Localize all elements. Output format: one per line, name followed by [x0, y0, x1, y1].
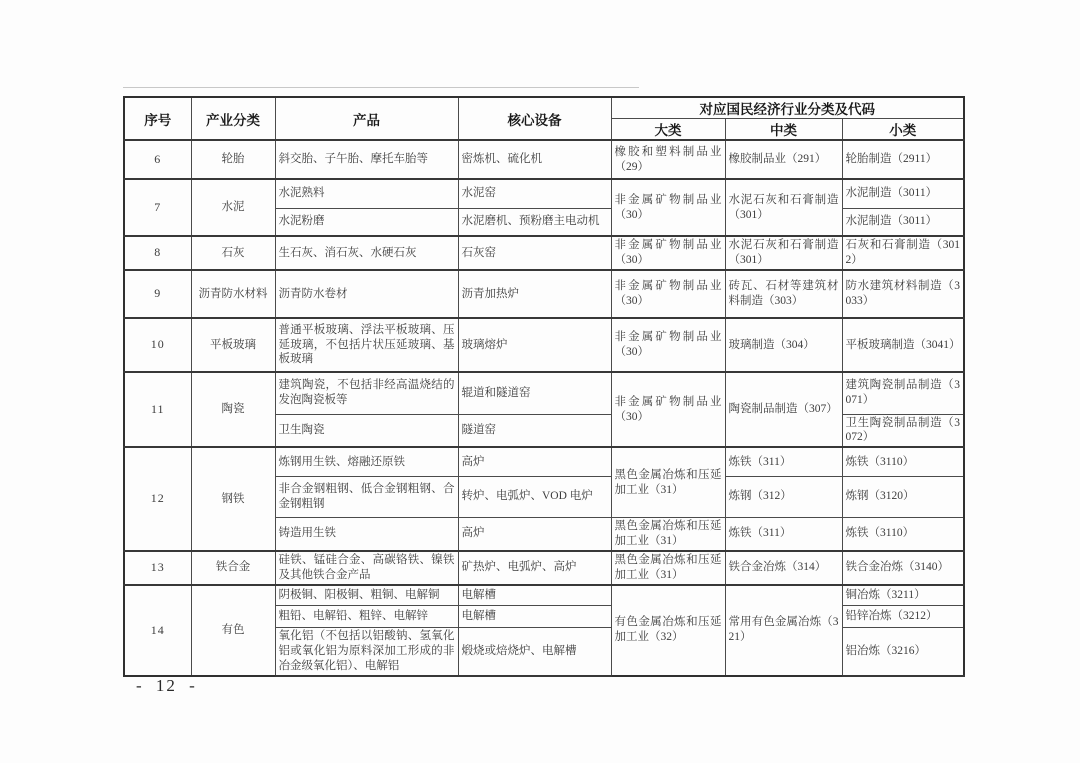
cell-major: 黑色金属冶炼和压延加工业（31） [611, 551, 725, 585]
header-minor-category: 小类 [842, 119, 964, 141]
cell-major: 有色金属冶炼和压延加工业（32） [611, 585, 725, 676]
table-row [124, 447, 964, 476]
cell-major: 非金属矿物制品业（30） [611, 270, 725, 318]
cell-minor: 轮胎制造（2911） [842, 140, 964, 179]
table-row [124, 585, 964, 606]
cell-industry: 有色 [191, 585, 275, 676]
cell-product: 水泥熟料 [275, 179, 458, 208]
cell-product: 建筑陶瓷，不包括非经高温烧结的发泡陶瓷板等 [275, 372, 458, 414]
cell-equipment: 矿热炉、电弧炉、高炉 [458, 551, 611, 585]
cell-equipment: 高炉 [458, 447, 611, 476]
cell-product: 铸造用生铁 [275, 517, 458, 550]
cell-medium: 水泥石灰和石膏制造（301） [725, 236, 842, 270]
cell-minor: 建筑陶瓷制品制造（3071） [842, 372, 964, 414]
cell-medium: 玻璃制造（304） [725, 318, 842, 372]
cell-no: 10 [124, 318, 191, 372]
cell-minor: 水泥制造（3011） [842, 208, 964, 236]
cell-major: 非金属矿物制品业（30） [611, 236, 725, 270]
header-economy-mapping: 对应国民经济行业分类及代码 [611, 97, 964, 119]
table-row [124, 236, 964, 270]
cell-product: 斜交胎、子午胎、摩托车胎等 [275, 140, 458, 179]
cell-equipment: 高炉 [458, 517, 611, 550]
cell-equipment: 转炉、电弧炉、VOD 电炉 [458, 476, 611, 517]
cell-major: 非金属矿物制品业（30） [611, 372, 725, 447]
cell-industry: 沥青防水材料 [191, 270, 275, 318]
table-row [124, 551, 964, 585]
cell-product: 水泥粉磨 [275, 208, 458, 236]
cell-industry: 钢铁 [191, 447, 275, 550]
cell-minor: 炼铁（3110） [842, 447, 964, 476]
cell-no: 12 [124, 447, 191, 550]
cell-product: 粗铅、电解铅、粗锌、电解锌 [275, 606, 458, 628]
cell-medium: 橡胶制品业（291） [725, 140, 842, 179]
cell-no: 8 [124, 236, 191, 270]
cell-minor: 炼铁（3110） [842, 517, 964, 550]
table-row [124, 372, 964, 414]
cell-industry: 轮胎 [191, 140, 275, 179]
cell-equipment: 石灰窑 [458, 236, 611, 270]
cell-minor: 防水建筑材料制造（3033） [842, 270, 964, 318]
header-no: 序号 [124, 97, 191, 140]
header-industry: 产业分类 [191, 97, 275, 140]
cell-equipment: 密炼机、硫化机 [458, 140, 611, 179]
cell-industry: 石灰 [191, 236, 275, 270]
cell-major: 黑色金属冶炼和压延加工业（31） [611, 517, 725, 550]
cell-medium: 铁合金冶炼（314） [725, 551, 842, 585]
cell-product: 氧化铝（不包括以铝酸钠、氢氧化铝或氧化铝为原料深加工形成的非冶金级氧化铝）、电解铝 [275, 628, 458, 676]
header-equipment: 核心设备 [458, 97, 611, 140]
cell-minor: 铅锌冶炼（3212） [842, 606, 964, 628]
cell-no: 13 [124, 551, 191, 585]
cell-product: 阴极铜、阳极铜、粗铜、电解铜 [275, 585, 458, 606]
cell-minor: 炼钢（3120） [842, 476, 964, 517]
cell-medium: 炼铁（311） [725, 447, 842, 476]
scan-artifact-line [123, 87, 639, 88]
cell-equipment: 隧道窑 [458, 414, 611, 447]
table-row [124, 140, 964, 179]
cell-medium: 常用有色金属冶炼（321） [725, 585, 842, 676]
table-row [124, 270, 964, 318]
cell-product: 沥青防水卷材 [275, 270, 458, 318]
cell-product: 卫生陶瓷 [275, 414, 458, 447]
cell-equipment: 沥青加热炉 [458, 270, 611, 318]
cell-minor: 石灰和石膏制造（3012） [842, 236, 964, 270]
cell-equipment: 玻璃熔炉 [458, 318, 611, 372]
table-row [124, 318, 964, 372]
cell-industry: 平板玻璃 [191, 318, 275, 372]
cell-minor: 卫生陶瓷制品制造（3072） [842, 414, 964, 447]
cell-medium: 陶瓷制品制造（307） [725, 372, 842, 447]
cell-medium: 炼钢（312） [725, 476, 842, 517]
cell-minor: 水泥制造（3011） [842, 179, 964, 208]
industry-classification-table [123, 96, 965, 677]
cell-minor: 铁合金冶炼（3140） [842, 551, 964, 585]
cell-product: 生石灰、消石灰、水硬石灰 [275, 236, 458, 270]
cell-equipment: 辊道和隧道窑 [458, 372, 611, 414]
cell-equipment: 电解槽 [458, 585, 611, 606]
header-product: 产品 [275, 97, 458, 140]
table-row [124, 179, 964, 208]
cell-no: 7 [124, 179, 191, 236]
cell-product: 硅铁、锰硅合金、高碳铬铁、镍铁及其他铁合金产品 [275, 551, 458, 585]
header-medium-category: 中类 [725, 119, 842, 141]
cell-equipment: 电解槽 [458, 606, 611, 628]
table-header-row [124, 97, 964, 119]
cell-minor: 铝冶炼（3216） [842, 628, 964, 676]
cell-minor: 铜冶炼（3211） [842, 585, 964, 606]
cell-industry: 陶瓷 [191, 372, 275, 447]
page-number: - 12 - [136, 676, 197, 695]
cell-medium: 炼铁（311） [725, 517, 842, 550]
cell-no: 9 [124, 270, 191, 318]
cell-no: 14 [124, 585, 191, 676]
cell-major: 橡胶和塑料制品业（29） [611, 140, 725, 179]
cell-industry: 水泥 [191, 179, 275, 236]
cell-equipment: 煅烧或焙烧炉、电解槽 [458, 628, 611, 676]
cell-major: 非金属矿物制品业（30） [611, 179, 725, 236]
cell-no: 11 [124, 372, 191, 447]
cell-medium: 砖瓦、石材等建筑材料制造（303） [725, 270, 842, 318]
cell-product: 普通平板玻璃、浮法平板玻璃、压延玻璃，不包括片状压延玻璃、基板玻璃 [275, 318, 458, 372]
cell-product: 炼钢用生铁、熔融还原铁 [275, 447, 458, 476]
cell-medium: 水泥石灰和石膏制造（301） [725, 179, 842, 236]
cell-equipment: 水泥窑 [458, 179, 611, 208]
cell-industry: 铁合金 [191, 551, 275, 585]
cell-major: 黑色金属冶炼和压延加工业（31） [611, 447, 725, 517]
cell-product: 非合金钢粗钢、低合金钢粗钢、合金钢粗钢 [275, 476, 458, 517]
cell-no: 6 [124, 140, 191, 179]
cell-minor: 平板玻璃制造（3041） [842, 318, 964, 372]
cell-equipment: 水泥磨机、预粉磨主电动机 [458, 208, 611, 236]
cell-major: 非金属矿物制品业（30） [611, 318, 725, 372]
header-major-category: 大类 [611, 119, 725, 141]
